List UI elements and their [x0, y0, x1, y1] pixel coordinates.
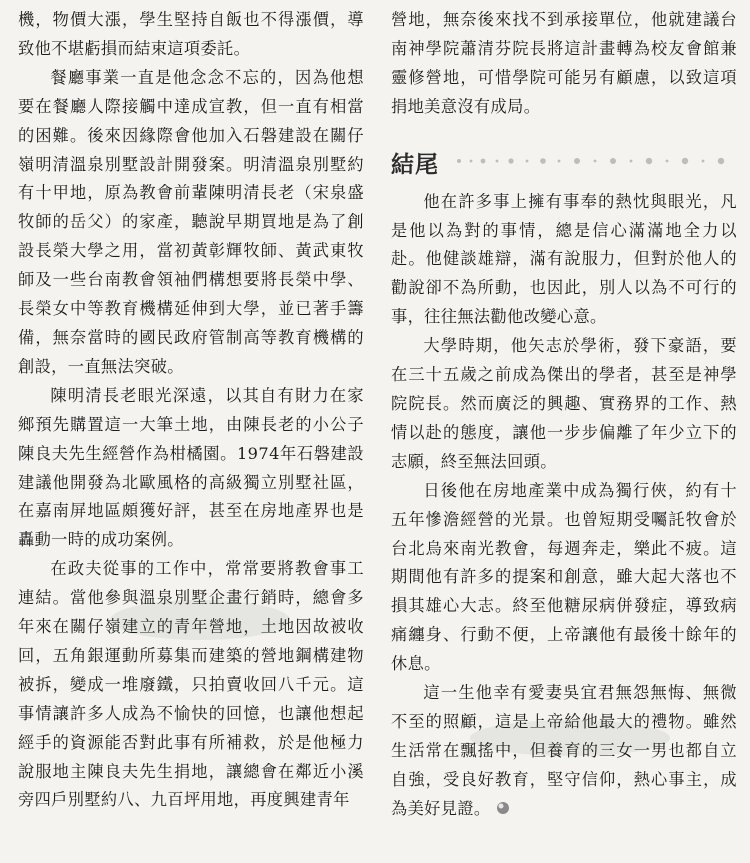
paragraph	[391, 188, 737, 333]
paragraph	[391, 6, 737, 122]
paragraph-text: 餐廳事業一直是他念念不忘的，因為他想要在餐廳人際接觸中達成宣教，但一直有相當的困難。後來因緣際會他加入石磐建設在關仔嶺明清溫泉別墅設計開發案。明清溫泉別墅約有十甲地，原為教會前輩陳明清長老（宋泉盛牧師的岳父）的家產，聽說早期買地是為了創設長榮大學之用，當初黃彰輝牧師、黃武東牧師及一些台南教會領袖們構想要將長榮中學、長榮女中等教育機構延伸到大學，並已著手籌備，無奈當時的國民政府管制高等教育機構的創設，一直無法突破。	[18, 67, 364, 376]
paragraph	[391, 332, 737, 477]
paragraph	[18, 6, 364, 64]
section-title: 結尾	[391, 151, 439, 178]
paragraph	[18, 555, 364, 815]
paragraph	[18, 382, 364, 555]
paragraph	[18, 64, 364, 382]
paragraph-text: 這一生他幸有愛妻吳宜君無怨無悔、無微不至的照顧，這是上帝給他最大的禮物。雖然生活常在飄搖中，但養育的三女一男也都自立自強，受良好教育，堅守信仰，熱心事主，成為美好見證。	[391, 683, 737, 818]
paragraph-text: 陳明清長老眼光深遠，以其自有財力在家鄉預先購置這一大筆土地，由陳長老的小公子陳良夫先生經營作為柑橘園。1974年石磐建設建議他開發為北歐風格的高級獨立別墅社區，在嘉南屏地區頗獲好評，甚至在房地產界也是轟動一時的成功案例。	[18, 385, 364, 550]
ornament-end-icon	[495, 800, 511, 816]
paragraph-text: 在政夫從事的工作中，常常要將教會事工連結。當他參與溫泉別墅企畫行銷時，總會多年來在關仔嶺建立的青年營地，土地因故被收回，五角銀運動所募集而建築的營地鋼構建物被拆，變成一堆廢鐵，只拍賣收回八千元。這事情讓許多人成為不愉快的回憶，也讓他想起經手的資源能否對此事有所補救，於是他極力說服地主陳良夫先生捐地，讓總會在鄰近小溪旁四戶別墅約八、九百坪用地，再度興建青年	[18, 559, 364, 810]
scan-smudge	[110, 600, 290, 640]
paragraph	[391, 477, 737, 679]
section-heading	[391, 142, 737, 182]
paragraph-text: 日後他在房地產業中成為獨行俠，約有十五年慘澹經營的光景。也曾短期受囑託牧會於台北烏來南光教會，每週奔走，樂此不疲。這期間他有許多的提案和創意，雖大起大落也不損其雄心大志。終至他糖尿病併發症，導致病痛纏身、行動不便，上帝讓他有最後十餘年的休息。	[391, 480, 737, 674]
paragraph-text: 他在許多事上擁有事奉的熱忱與眼光，凡是他以為對的事情，總是信心滿滿地全力以赴。他健談雄辯，滿有說服力，但對於他人的勸說卻不為所動，也因此，別人以為不可行的事，往往無法勸他改變心意。	[391, 191, 737, 327]
paragraph-text: 營地，無奈後來找不到承接單位，他就建議台南神學院蕭清芬院長將這計畫轉為校友會館兼靈修營地，可惜學院可能另有顧慮，以致這項捐地美意沒有成局。	[391, 10, 737, 116]
right-column	[391, 6, 737, 824]
paragraph-text: 大學時期，他矢志於學術，發下豪語，要在三十五歲之前成為傑出的學者，甚至是神學院院長。然而廣泛的興趣、實務界的工作、熱情以赴的態度，讓他一步步偏離了年少立下的志願，終至無法回頭。	[391, 336, 737, 471]
dotted-line-ornament-icon	[453, 154, 733, 168]
left-column	[18, 6, 364, 815]
paragraph-text: 機，物價大漲，學生堅持自飯也不得漲價，導致他不堪虧損而結束這項委託。	[18, 10, 364, 58]
scan-smudge	[470, 720, 670, 756]
